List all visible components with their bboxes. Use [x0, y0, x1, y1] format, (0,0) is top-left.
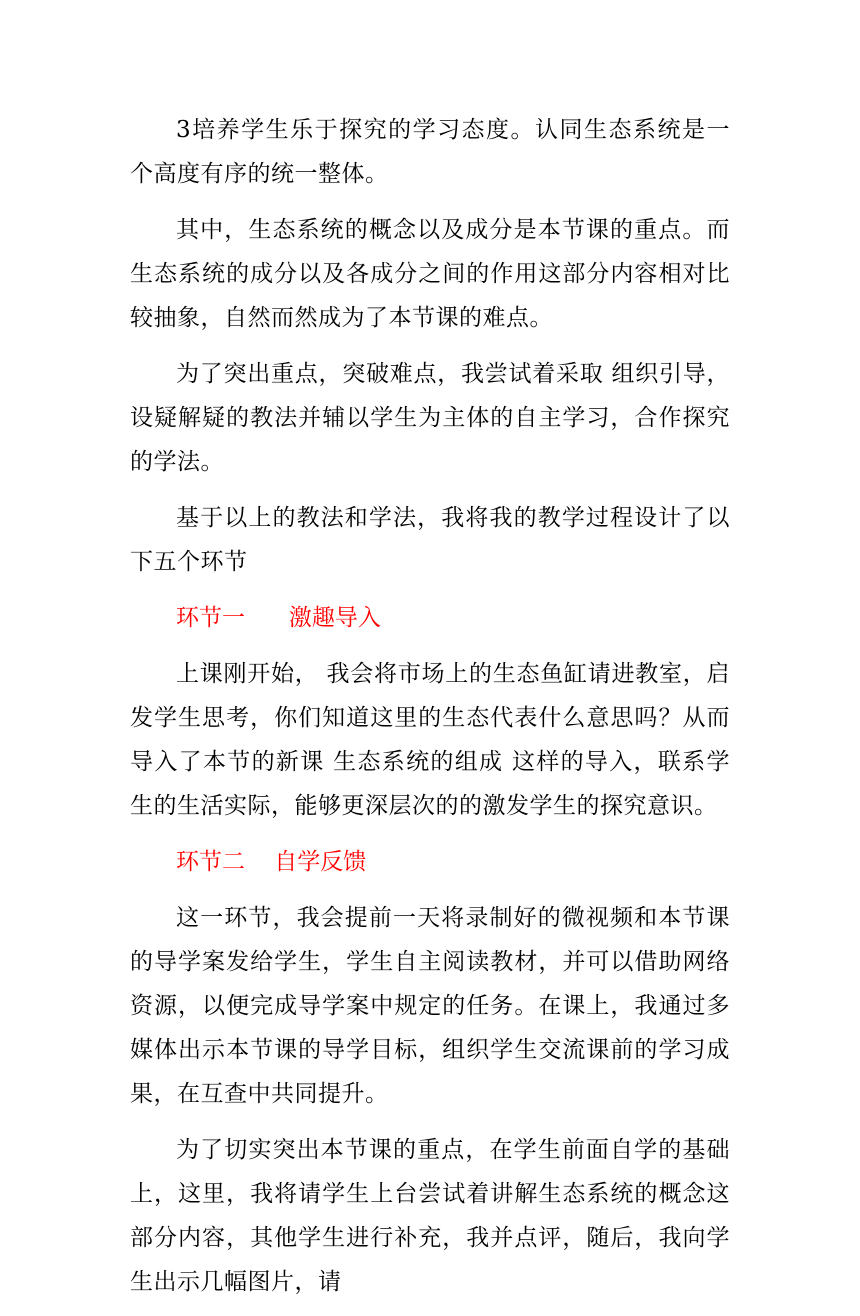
paragraph-section-1: 上课刚开始， 我会将市场上的生态鱼缸请进教室，启发学生思考，你们知道这里的生态代表什么意思吗？从而导入了本节的新课 生态系统的组成 这样的导入，联系学生的生活实际，能够更深层次的的激发学生的探究意识。 [130, 661, 730, 819]
paragraph-teaching-methods: 为了突出重点，突破难点，我尝试着采取 组织引导，设疑解疑的教法并辅以学生为主体的自主学习，合作探究的学法。 [130, 361, 730, 475]
section-title-1: 环节一 激趣导入 [176, 605, 381, 631]
paragraph-section-2-a: 这一环节，我会提前一天将录制好的微视频和本节课的导学案发给学生，学生自主阅读教材，并可以借助网络资源，以便完成导学案中规定的任务。在课上，我通过多媒体出示本节课的导学目标，组织学生交流课前的学习成果，在互查中共同提升。 [130, 905, 730, 1107]
paragraph-key-points: 其中，生态系统的概念以及成分是本节课的重点。而生态系统的成分以及各成分之间的作用这部分内容相对比较抽象，自然而然成为了本节课的难点。 [130, 217, 730, 331]
section-title-2: 环节二 自学反馈 [176, 849, 367, 875]
paragraph-process-intro: 基于以上的教法和学法，我将我的教学过程设计了以下五个环节 [130, 505, 730, 575]
document-body [130, 108, 730, 1316]
paragraph-objective-3: 3培养学生乐于探究的学习态度。认同生态系统是一个高度有序的统一整体。 [130, 117, 730, 187]
paragraph-section-2-b: 为了切实突出本节课的重点，在学生前面自学的基础上，这里，我将请学生上台尝试着讲解生态系统的概念这部分内容，其他学生进行补充，我并点评，随后，我向学生出示几幅图片，请 [130, 1137, 730, 1295]
